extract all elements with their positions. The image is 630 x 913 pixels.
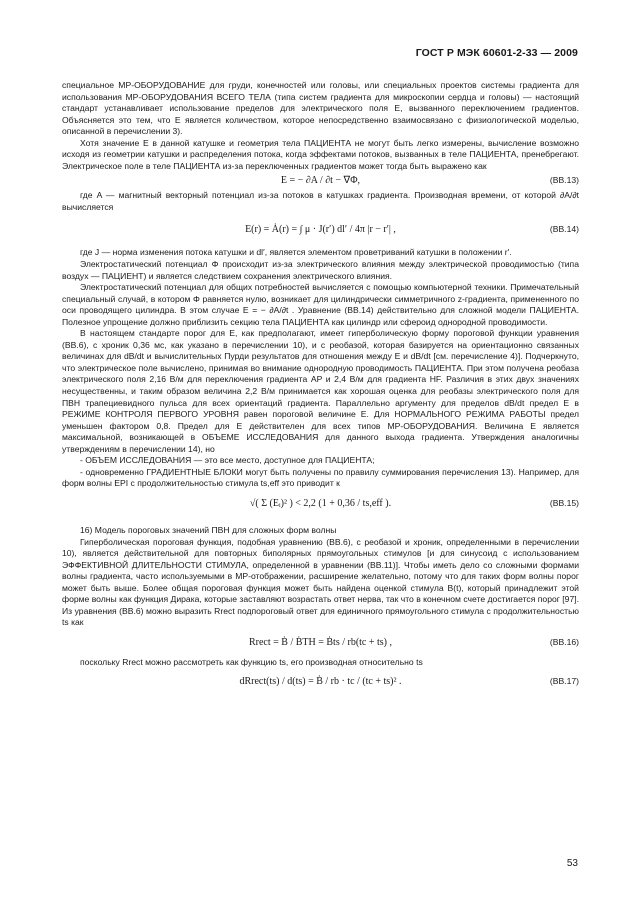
equation-bb17 bbox=[62, 668, 579, 696]
equation-bb14 bbox=[62, 213, 579, 247]
list-item-gradient-blocks: - одновременно ГРАДИЕНТНЫЕ БЛОКИ могут быть получены по правилу суммирования перечисления 13). Например, для форм волны EPI с продолжительностью стимула ts,eff это приводит к bbox=[62, 466, 579, 489]
paragraph-hyperbolic: Гиперболическая пороговая функция, подобная уравнению (ВВ.6), с реобазой и хроник, определенными в перечислении 10), является действительной для повторных биполярных прямоугольных стимулов [и для синусоид с использованием ЭФФЕКТИВНОЙ ДЛИТЕЛЬНОСТИ СТИМУЛА, определенной в уравнении (ВВ.11)]. Чтобы иметь дело со сложными формами волны градиента, часто используемыми в МР-отображении, расширение желательно, потому что для таких форм волны порог может быть выше. Более общая пороговая функция может быть найдена оценкой стимула B(t), который принадлежит этой форме волны как функция Дирака, которые заставляют возрастать ответ нерва, так что в конечном счете достигается порог [97]. Из уравнения (ВВ.6) можно выразить Rrect подпороговый ответ для единичного прямоугольного стимула с продолжительностью ts как bbox=[62, 536, 579, 628]
paragraph-electrostatic-2: Электростатический потенциал для общих потребностей вычисляется с помощью компьютерной техники. Примечательный специальный случай, в котором Φ равняется нулю, возникает для цилиндрически симметричного z-градиента, примененного по оси проводящего цилиндра. В этом случае E = − ∂A/∂t . Уравнение (ВВ.14) действительно для сложной модели ПАЦИЕНТА. Полезное упрощение должно приблизить секцию тела ПАЦИЕНТА как цилиндр или сфероид однородной проводимости. bbox=[62, 282, 579, 327]
equation-bb17-expression: dRrect(ts) / d(ts) = Ḃ / rb · tc / (tc + ts)² . bbox=[239, 676, 402, 688]
page-number: 53 bbox=[566, 858, 578, 869]
equation-bb14-expression: E(r) = Ȧ(r) = ∫ μ · J(r′) dl′ / 4π |r − r′| , bbox=[245, 224, 396, 236]
paragraph-electric-field: Хотя значение E в данной катушке и геометрия тела ПАЦИЕНТА не могут быть легко измерены, вычисление возможно исходя из геометрии катушки и распределения потока, когда эффектами потоков, вызванных в теле ПАЦИЕНТА, пренебрегают. Электрическое поле в теле ПАЦИЕНТА из-за переключенных градиентов может тогда быть выражено как bbox=[62, 137, 579, 171]
document-body bbox=[62, 80, 579, 696]
equation-bb16-expression: Rrect = Ḃ / ḂTH = Ḃts / rb(tc + ts) , bbox=[248, 636, 393, 648]
paragraph-intro: специальное МР-ОБОРУДОВАНИЕ для груди, конечностей или головы, или специальных проектов системы градиента для использования МР-ОБОРУДОВАНИЯ ВСЕГО ТЕЛА (типа систем градиента для микроскопии сердца и головы) — настоящий стандарт устанавливает использование пределов для электрического поля E, вызванного переключением градиентов. Объясняется это тем, что E является количеством, которое непосредственно взаимосвязано с физиологической моделью, описанной в перечислении 3). bbox=[62, 80, 579, 137]
equation-bb15 bbox=[62, 490, 579, 518]
list-item-volume: - ОБЪЕМ ИССЛЕДОВАНИЯ — это все место, доступное для ПАЦИЕНТА; bbox=[80, 455, 375, 466]
equation-bb13-number: (ВВ.13) bbox=[549, 175, 579, 186]
equation-bb16-number: (ВВ.16) bbox=[549, 636, 579, 647]
equation-bb13 bbox=[62, 172, 579, 190]
equation-bb17-number: (ВВ.17) bbox=[549, 676, 579, 687]
paragraph-electrostatic-1: Электростатический потенциал Φ происходит из-за электрического влияния между электрической проводимостью (типа воздух — ПАЦИЕНТ) и является следствием сохранения электрического влияния. bbox=[62, 259, 579, 281]
equation-bb13-expression: E = − ∂A / ∂t − ∇Φ, bbox=[280, 175, 361, 187]
document-header: ГОСТ Р МЭК 60601-2-33 — 2009 bbox=[415, 47, 578, 59]
paragraph-threshold: В настоящем стандарте порог для E, как предполагают, имеет гиперболическую форму пороговой функции уравнения (ВВ.6), с хроник 0,36 мс, как указано в перечислении 10), и с реобазой, которая базируется на ориентационно связанных величинах для dB/dt и вычислительных Пурди результатов для отношения между E и dB/dt [см. перечисление 4)]. Подчеркнуто, что электрическое поле вычислено, принимая во внимание однородную проводимость ПАЦИЕНТА. При этом получена реобаза электрического поля 2,16 В/м для переключения градиента AP и 2,4 В/м для градиента HF. Различия в этих двух значениях несущественны, и таким образом величина 2,2 В/м принимается как хорошая оценка для реобазы электрического поля для ПВН трапециевидного пульса для всех ориентаций градиента. Параллельно аргументу для пределов dB/dt предел E в РЕЖИМЕ КОНТРОЛЯ ПЕРВОГО УРОВНЯ равен пороговой величине E. Для НОРМАЛЬНОГО РЕЖИМА РАБОТЫ предел уменьшен фактором 0,8. Предел для E действителен для всех типов МР-ОБОРУДОВАНИЯ. Величина E является максимальной, возникающей в ОБЪЕМЕ ИССЛЕДОВАНИЯ для данного выхода градиента. Утверждения аналогичны утверждениям в перечислении 14), но bbox=[62, 328, 579, 454]
equation-bb15-number: (ВВ.15) bbox=[549, 497, 579, 508]
paragraph-derivative: поскольку Rrect можно рассмотреть как функцию ts, его производная относительно ts bbox=[80, 656, 423, 667]
equation-bb15-expression: √( Σ (Eᵢ)² ) < 2,2 (1 + 0,36 / ts,eff ). bbox=[249, 497, 392, 509]
paragraph-vector-potential: где A — магнитный векторный потенциал из-за потоков в катушках градиента. Производная времени, от которой ∂A/∂t вычисляется bbox=[62, 190, 579, 212]
paragraph-current-norm: где J — норма изменения потока катушки и dl′, является элементом проветриваний катушки в положении r′. bbox=[80, 247, 512, 258]
equation-bb14-number: (ВВ.14) bbox=[549, 224, 579, 235]
section-heading-16: 16) Модель пороговых значений ПВН для сложных форм волны bbox=[80, 524, 337, 535]
equation-bb16 bbox=[62, 629, 579, 657]
